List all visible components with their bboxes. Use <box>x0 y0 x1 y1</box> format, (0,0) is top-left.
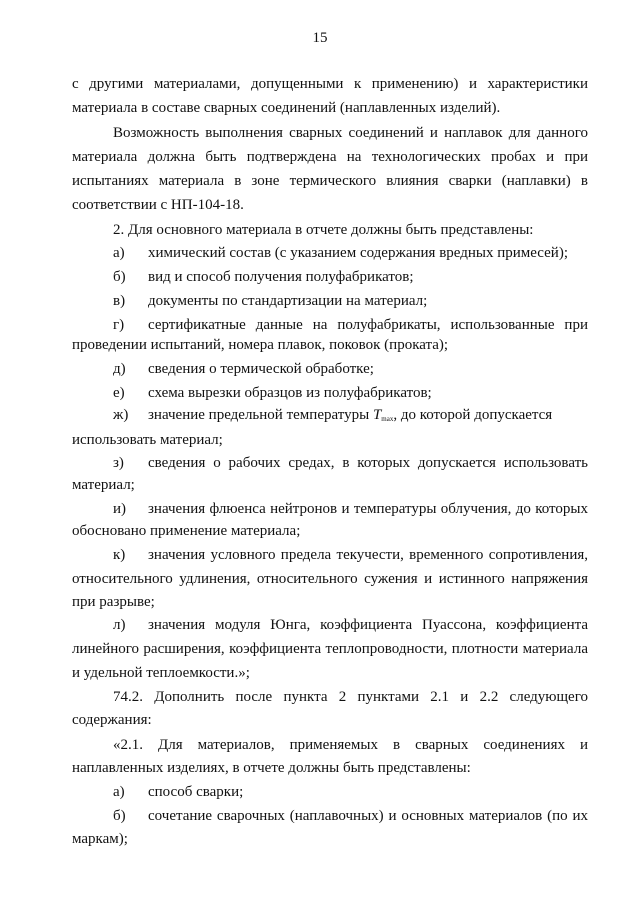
list-label: е) <box>113 385 125 401</box>
text-line: содержания: <box>72 712 152 728</box>
list-item: сведения о термической обработке; <box>148 361 374 377</box>
list-label: з) <box>113 455 124 471</box>
list-item: схема вырезки образцов из полуфабрикатов; <box>148 385 432 401</box>
list-item: сочетание сварочных (наплавочных) и основных материалов (по их <box>148 808 588 824</box>
list-item-continuation: материал; <box>72 477 135 493</box>
text-line: 2. Для основного материала в отчете должны быть представлены: <box>113 222 534 238</box>
list-label: д) <box>113 361 126 377</box>
list-label: а) <box>113 784 125 800</box>
text-line: Возможность выполнения сварных соединений и наплавок для данного <box>113 125 588 141</box>
list-label: и) <box>113 501 127 517</box>
list-item-continuation: при разрыве; <box>72 594 155 610</box>
list-item: значения модуля Юнга, коэффициента Пуассона, коэффициента <box>148 617 588 633</box>
text-line: соответствии с НП-104-18. <box>72 197 244 213</box>
list-label: ж) <box>113 407 129 423</box>
list-label: б) <box>113 269 126 285</box>
list-item: сведения о рабочих средах, в которых допускается использовать <box>148 455 588 471</box>
list-item-continuation: линейного расширения, коэффициента теплопроводности, плотности материала <box>72 641 588 657</box>
text-line: с другими материалами, допущенными к применению) и характеристики <box>72 76 588 92</box>
list-item: сертификатные данные на полуфабрикаты, использованные при <box>148 317 588 333</box>
text-line: материала в составе сварных соединений (наплавленных изделий). <box>72 100 501 116</box>
list-label: к) <box>113 547 126 563</box>
temperature-symbol: T <box>372 407 382 423</box>
list-item-continuation: использовать материал; <box>72 432 223 448</box>
text-line: наплавленных изделиях, в отчете должны быть представлены: <box>72 760 471 776</box>
list-label: б) <box>113 808 126 824</box>
text-line: материала должна быть подтверждена на технологических пробах и при <box>72 149 588 165</box>
text-line: «2.1. Для материалов, применяемых в сварных соединениях и <box>113 737 588 753</box>
list-item <box>148 406 588 428</box>
list-item: химический состав (с указанием содержания вредных примесей); <box>148 245 568 261</box>
list-item-continuation: проведении испытаний, номера плавок, поковок (проката); <box>72 337 449 353</box>
list-item-continuation: маркам); <box>72 831 128 847</box>
list-item-continuation: относительного удлинения, относительного сужения и истинного напряжения <box>72 571 588 587</box>
list-label: л) <box>113 617 126 633</box>
list-label: г) <box>113 317 125 333</box>
list-label: в) <box>113 293 126 309</box>
list-label: а) <box>113 245 125 261</box>
list-item-text: значение предельной температуры <box>148 407 370 423</box>
list-item: значения флюенса нейтронов и температуры облучения, до которых <box>148 501 588 517</box>
list-item-text: , до которой допускается <box>393 407 553 423</box>
page-number: 15 <box>312 30 328 46</box>
list-item: вид и способ получения полуфабрикатов; <box>148 269 414 285</box>
list-item-continuation: и удельной теплоемкости.»; <box>72 665 250 681</box>
list-item: способ сварки; <box>148 784 244 800</box>
text-line: 74.2. Дополнить после пункта 2 пунктами 2.1 и 2.2 следующего <box>113 689 588 705</box>
list-item: значения условного предела текучести, временного сопротивления, <box>148 547 588 563</box>
list-item-continuation: обосновано применение материала; <box>72 523 301 539</box>
list-item: документы по стандартизации на материал; <box>148 293 428 309</box>
text-line: испытаниях материала в зоне термического влияния сварки (наплавки) в <box>72 173 588 189</box>
temperature-subscript: max <box>381 415 394 423</box>
